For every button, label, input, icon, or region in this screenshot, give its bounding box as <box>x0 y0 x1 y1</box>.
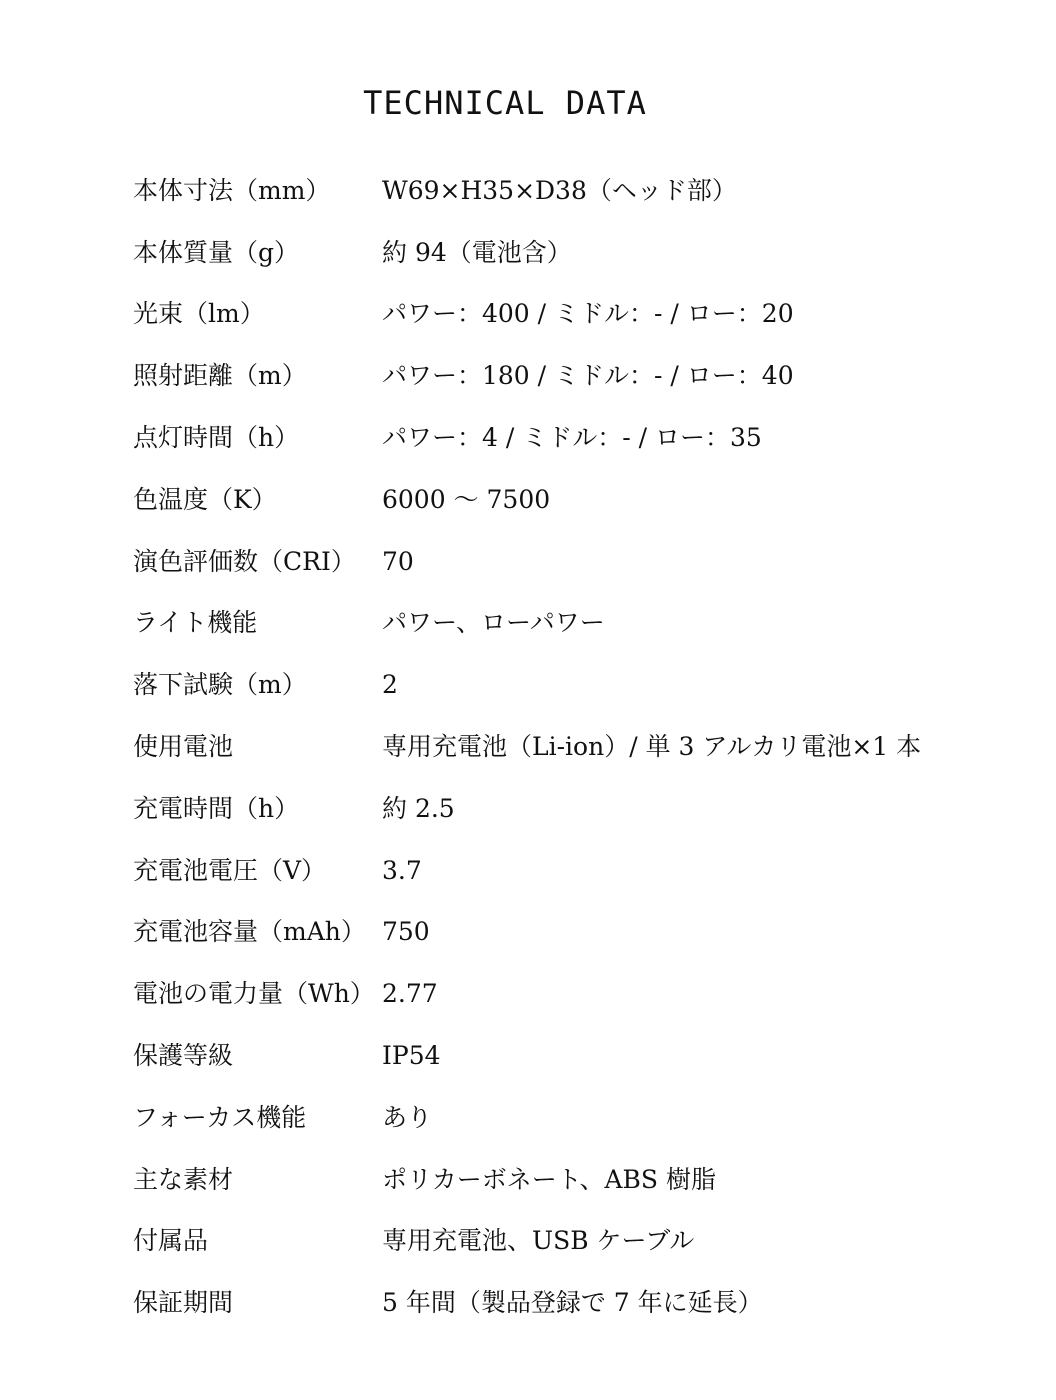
spec-value: パワー：4 / ミドル：- / ロー：35 <box>382 423 762 453</box>
spec-row <box>133 716 1013 778</box>
spec-label: 色温度（K） <box>133 484 277 514</box>
spec-value: 70 <box>382 546 414 576</box>
spec-table <box>133 160 1013 1334</box>
spec-label: 使用電池 <box>133 732 234 762</box>
spec-row <box>133 963 1013 1025</box>
spec-label: 主な素材 <box>133 1164 234 1194</box>
spec-row <box>133 1025 1013 1087</box>
spec-value: ポリカーボネート、ABS 樹脂 <box>382 1164 717 1194</box>
spec-value: 約 94（電池含） <box>382 237 572 267</box>
spec-label: 付属品 <box>133 1226 209 1256</box>
spec-row <box>133 345 1013 407</box>
spec-value: あり <box>382 1102 433 1132</box>
spec-row <box>133 407 1013 469</box>
spec-value: 3.7 <box>382 855 422 885</box>
spec-label: 充電池容量（mAh） <box>133 917 366 947</box>
spec-value: 6000 ～ 7500 <box>382 484 551 514</box>
spec-label: 本体質量（g） <box>133 237 300 267</box>
spec-label: 保証期間 <box>133 1288 234 1318</box>
spec-value: 専用充電池、USB ケーブル <box>382 1226 695 1256</box>
spec-label: 点灯時間（h） <box>133 423 300 453</box>
spec-value: 専用充電池（Li-ion）/ 単 3 アルカリ電池×1 本 <box>382 732 922 762</box>
spec-row <box>133 469 1013 531</box>
spec-row <box>133 1211 1013 1273</box>
spec-label: 本体寸法（mm） <box>133 175 331 205</box>
spec-row <box>133 593 1013 655</box>
spec-value: パワー：180 / ミドル：- / ロー：40 <box>382 361 794 391</box>
spec-label: 演色評価数（CRI） <box>133 546 356 576</box>
spec-label: 充電池電圧（V） <box>133 855 327 885</box>
spec-row <box>133 1149 1013 1211</box>
spec-value: 5 年間（製品登録で 7 年に延長） <box>382 1288 763 1318</box>
spec-value: 750 <box>382 917 430 947</box>
spec-label: 光束（lm） <box>133 299 265 329</box>
spec-label: ライト機能 <box>133 608 258 638</box>
spec-row <box>133 1087 1013 1149</box>
spec-value: W69×H35×D38（ヘッド部） <box>382 175 737 205</box>
spec-row <box>133 222 1013 284</box>
spec-value: パワー、ローパワー <box>382 608 605 638</box>
spec-label: 充電時間（h） <box>133 793 300 823</box>
spec-row <box>133 160 1013 222</box>
spec-value: パワー：400 / ミドル：- / ロー：20 <box>382 299 794 329</box>
spec-row <box>133 284 1013 346</box>
spec-row <box>133 1272 1013 1334</box>
spec-row <box>133 531 1013 593</box>
page-title: TECHNICAL DATA <box>363 84 647 122</box>
spec-value: 2.77 <box>382 979 438 1009</box>
spec-row <box>133 654 1013 716</box>
spec-value: IP54 <box>382 1041 441 1071</box>
spec-row <box>133 778 1013 840</box>
spec-label: 照射距離（m） <box>133 361 307 391</box>
spec-row <box>133 840 1013 902</box>
spec-label: 保護等級 <box>133 1041 234 1071</box>
spec-label: 落下試験（m） <box>133 670 307 700</box>
spec-value: 約 2.5 <box>382 793 455 823</box>
spec-value: 2 <box>382 670 398 700</box>
spec-row <box>133 902 1013 964</box>
spec-label: フォーカス機能 <box>133 1102 307 1132</box>
spec-label: 電池の電力量（Wh） <box>133 979 375 1009</box>
